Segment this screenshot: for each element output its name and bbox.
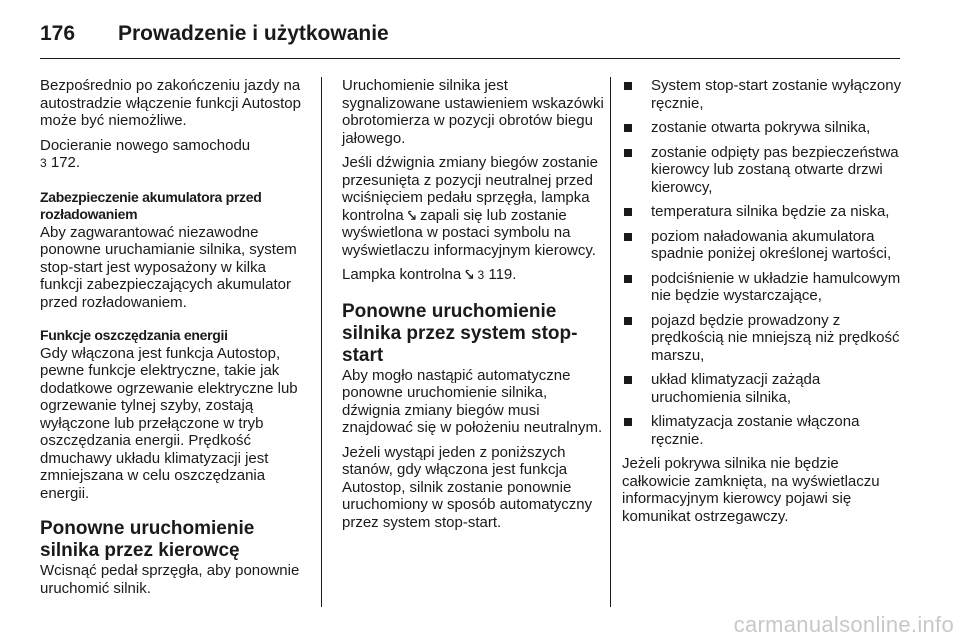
page-reference[interactable]: 172.: [50, 154, 81, 171]
bullet-icon: [624, 124, 632, 132]
bullet-icon: [624, 275, 632, 283]
paragraph: [342, 266, 604, 285]
paragraph: Gdy włączona jest funkcja Autostop, pewne funkcje elektryczne, takie jak dodatkowe ogrzewanie elektryczne lub ogrzewanie tylnej szyby, zostają wyłączone lub przełączone w tryb oszczędzania energii. Prędkość dmuchawy układu klimatyzacji jest zmniejszana w celu oszczędzania energii.: [40, 344, 298, 502]
bullet-icon: [624, 233, 632, 241]
section-heading: Ponowne uruchomienie silnika przez kierowcę: [40, 518, 255, 561]
list-item-text: zostanie otwarta pokrywa silnika,: [651, 119, 871, 136]
bullet-icon: [624, 418, 632, 426]
list-item-text: zostanie odpięty pas bezpieczeństwa kierowcy lub zostaną otwarte drzwi kierowcy,: [651, 143, 899, 196]
column-right: [622, 77, 904, 532]
page-header: [40, 14, 389, 54]
paragraph: Jeżeli pokrywa silnika nie będzie całkowicie zamknięta, na wyświetlaczu informacyjnym kierowcy pojawi się komunikat ostrzegawczy.: [622, 455, 880, 525]
page-reference-icon: 3: [40, 156, 47, 170]
paragraph-text: zapali się lub zostanie wyświetlona w postaci symbolu na wyświetlaczu informacyjnym kierowcy.: [342, 206, 596, 259]
paragraph: Wcisnąć pedał sprzęgła, aby ponownie uruchomić silnik.: [40, 562, 300, 597]
paragraph: Uruchomienie silnika jest sygnalizowane ustawieniem wskazówki obrotomierza w pozycji obrotów biegu jałowego.: [342, 77, 604, 147]
paragraph: Aby mogło nastąpić automatyczne ponowne uruchomienie silnika, dźwignia zmiany biegów musi znajdować się w położeniu neutralnym.: [342, 366, 603, 436]
page-reference[interactable]: 119.: [488, 266, 517, 283]
paragraph-text: Docieranie nowego samochodu: [40, 136, 251, 154]
watermark: carmanualsonline.info: [733, 612, 954, 637]
paragraph: Bezpośrednio po zakończeniu jazdy na autostradzie włączenie funkcji Autostop może być niemożliwe.: [40, 77, 301, 129]
bullet-list: [622, 77, 904, 448]
list-item: [622, 144, 904, 197]
list-item-text: poziom naładowania akumulatora spadnie poniżej określonej wartości,: [651, 227, 892, 262]
bullet-icon: [624, 317, 632, 325]
header-rule: [40, 58, 900, 59]
bullet-icon: [624, 208, 632, 216]
column-divider: [610, 77, 611, 607]
list-item: [622, 203, 904, 221]
column-middle: [342, 77, 604, 538]
control-lamp-icon: ⤥: [407, 206, 416, 223]
column-divider: [321, 77, 322, 607]
paragraph: Jeżeli wystąpi jeden z poniższych stanów, gdy włączona jest funkcja Autostop, silnik zostanie ponownie uruchomiony w sposób automatyczny przez system stop-start.: [342, 443, 593, 531]
page-reference-icon: 3: [477, 268, 485, 282]
list-item-text: System stop-start zostanie wyłączony ręcznie,: [651, 77, 902, 112]
section-heading: Ponowne uruchomienie silnika przez system stop-start: [342, 300, 578, 366]
list-item: [622, 371, 904, 406]
list-item: [622, 77, 904, 112]
control-lamp-icon: ⤥: [465, 266, 474, 282]
list-item: [622, 312, 904, 365]
list-item-text: podciśnienie w układzie hamulcowym nie będzie wystarczające,: [651, 269, 901, 304]
column-left: [40, 77, 308, 604]
bullet-icon: [624, 82, 632, 90]
list-item: [622, 270, 904, 305]
bullet-icon: [624, 376, 632, 384]
list-item: [622, 119, 904, 137]
page-title: Prowadzenie i użytkowanie: [118, 22, 389, 45]
paragraph-text: Jeśli dźwignia zmiany biegów zostanie przesunięta z pozycji neutralnej przed wciśnięciem pedału sprzęgła, lampka kontrolna: [342, 154, 598, 224]
list-item-text: temperatura silnika będzie za niska,: [651, 203, 890, 220]
paragraph-text: Lampka kontrolna: [342, 266, 462, 283]
paragraph: Aby zagwarantować niezawodne ponowne uruchamianie silnika, system stop-start jest wyposażony w kilka funkcji zabezpieczających akumulator przed rozładowaniem.: [40, 223, 297, 311]
list-item-text: pojazd będzie prowadzony z prędkością nie mniejszą niż prędkość marszu,: [651, 311, 900, 364]
list-item: [622, 413, 904, 448]
list-item-text: klimatyzacja zostanie włączona ręcznie.: [651, 413, 860, 448]
bullet-icon: [624, 149, 632, 157]
page-number: 176: [40, 22, 76, 45]
paragraph: [342, 154, 604, 259]
list-item: [622, 228, 904, 263]
section-subheading: Zabezpieczenie akumulatora przed rozładowaniem: [40, 188, 262, 222]
section-subheading: Funkcje oszczędzania energii: [40, 327, 228, 343]
paragraph: [40, 137, 308, 173]
list-item-text: układ klimatyzacji zażąda uruchomienia silnika,: [651, 371, 821, 406]
